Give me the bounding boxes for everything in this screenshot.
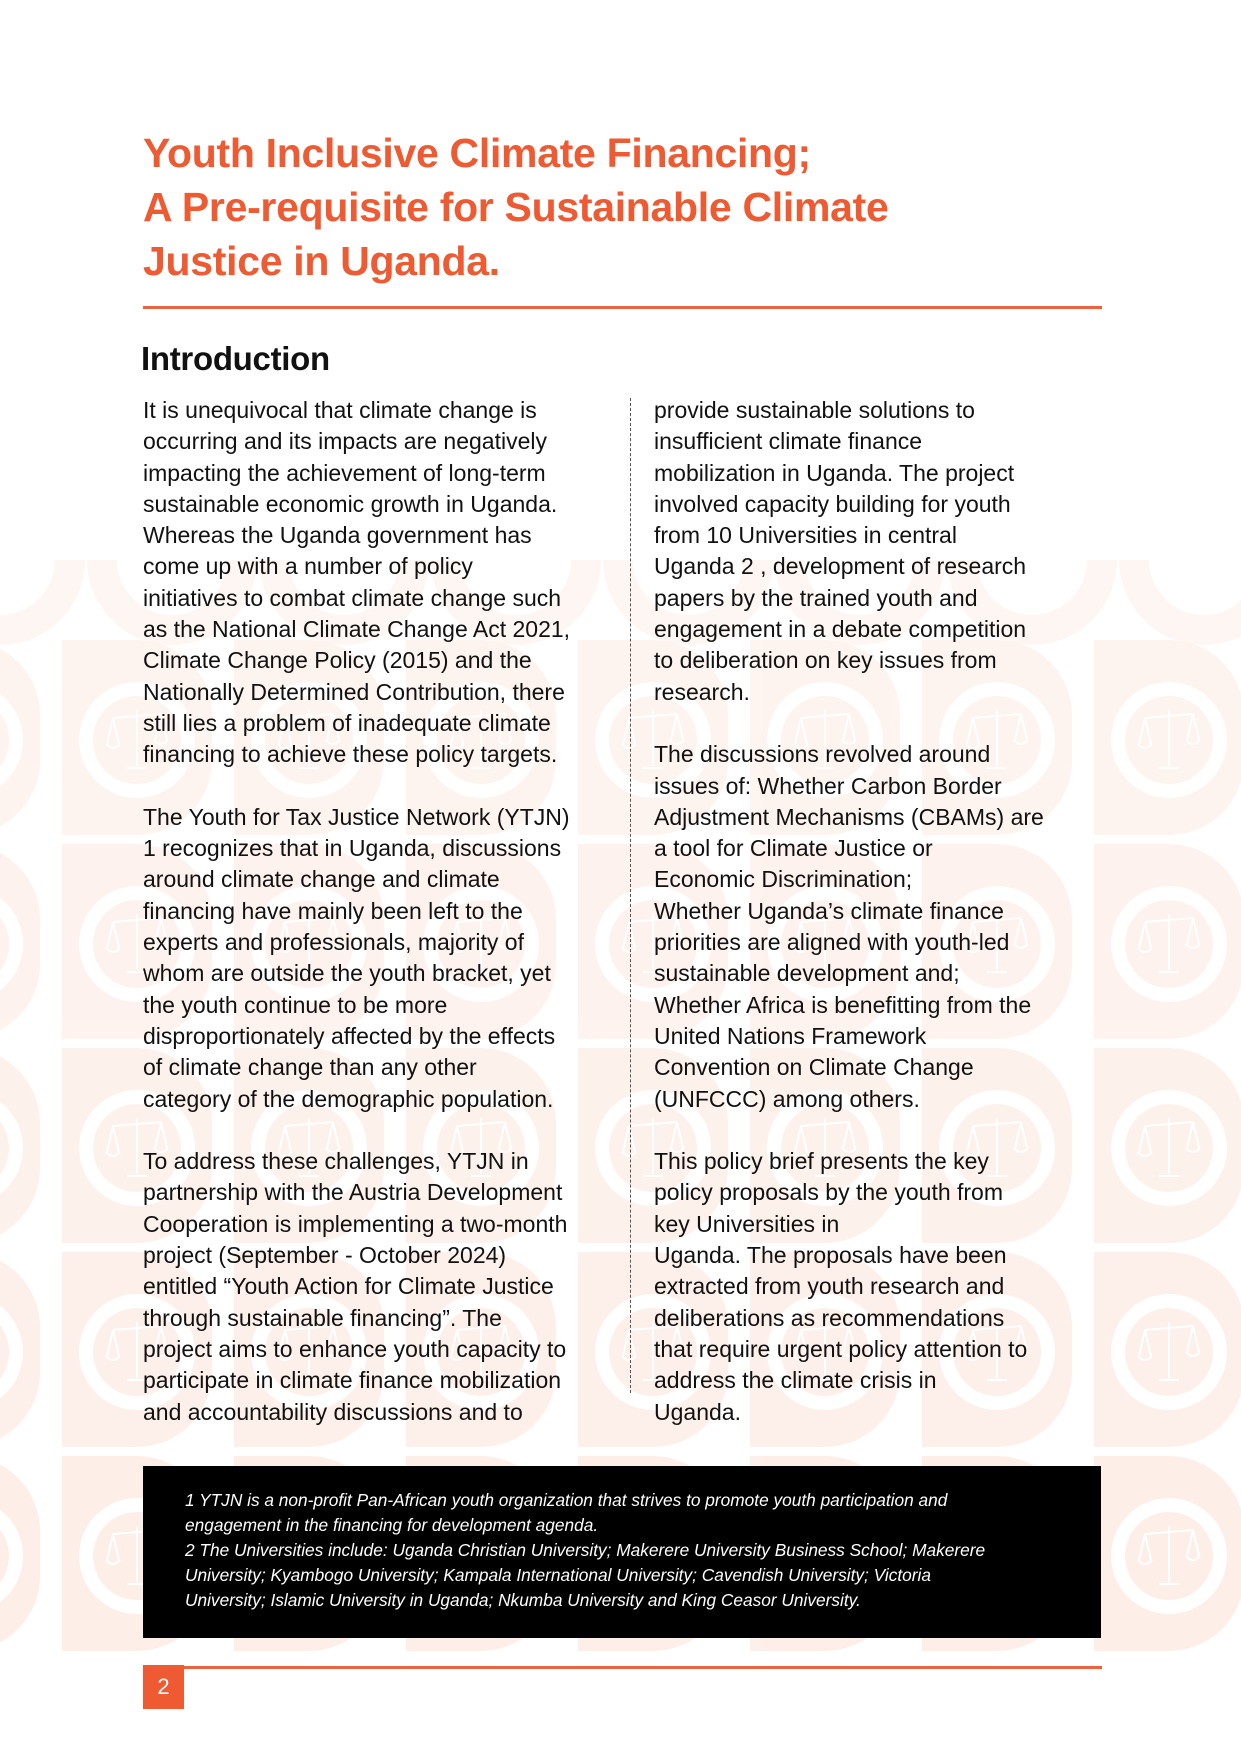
text-line: category of the demographic population. — [143, 1085, 554, 1112]
section-heading: Introduction — [141, 340, 330, 377]
text-line: sustainable development and; — [654, 960, 960, 987]
text-line: project aims to enhance youth capacity to — [143, 1335, 567, 1362]
text-line: engagement in a debate competition — [654, 616, 1027, 643]
text-line: policy proposals by the youth from — [654, 1179, 1004, 1206]
text-line: Nationally Determined Contribution, there — [143, 678, 565, 705]
paragraph — [654, 1146, 1094, 1428]
text-line: whom are outside the youth bracket, yet — [143, 960, 551, 987]
text-line: financing have mainly been left to the — [143, 897, 523, 924]
text-line: still lies a problem of inadequate climate — [143, 709, 551, 736]
text-line: priorities are aligned with youth-led — [654, 929, 1010, 956]
text-line: (UNFCCC) among others. — [654, 1085, 920, 1112]
paragraph — [654, 739, 1094, 1115]
text-line: issues of: Whether Carbon Border — [654, 772, 1002, 799]
text-line: partnership with the Austria Development — [143, 1179, 563, 1206]
text-line: This policy brief presents the key — [654, 1148, 989, 1175]
text-line: United Nations Framework — [654, 1022, 927, 1049]
watermark-tile — [1094, 844, 1241, 1039]
text-line: Cooperation is implementing a two-month — [143, 1210, 568, 1237]
text-line: Whereas the Uganda government has — [143, 522, 532, 549]
watermark-tile — [1094, 640, 1241, 835]
watermark-tile — [1094, 1252, 1241, 1447]
text-line: Uganda 2 , development of research — [654, 553, 1027, 580]
text-line: participate in climate finance mobilization — [143, 1367, 562, 1394]
text-line: initiatives to combat climate change such — [143, 584, 562, 611]
text-line: Whether Uganda’s climate finance — [654, 897, 1004, 924]
watermark-arc — [0, 560, 85, 645]
text-line: To address these challenges, YTJN in — [143, 1148, 529, 1175]
text-line: come up with a number of policy — [143, 553, 473, 580]
text-line: extracted from youth research and — [654, 1273, 1005, 1300]
footnote-line: University; Kyambogo University; Kampala International University; Cavendish University; Victoria — [185, 1565, 931, 1585]
text-line: Uganda. The proposals have been — [654, 1242, 1007, 1269]
text-line: to deliberation on key issues from — [654, 647, 997, 674]
text-line: It is unequivocal that climate change is — [143, 397, 537, 423]
text-line: provide sustainable solutions to — [654, 397, 975, 423]
text-line: occurring and its impacts are negatively — [143, 428, 547, 455]
paragraph — [143, 1146, 623, 1428]
watermark-tile — [0, 844, 40, 1039]
paragraph — [143, 395, 623, 771]
text-line: sustainable economic growth in Uganda. — [143, 490, 558, 517]
text-line: disproportionately affected by the effects — [143, 1022, 556, 1049]
text-line: around climate change and climate — [143, 866, 500, 893]
footnotes-box — [143, 1466, 1101, 1638]
footnote-line: engagement in the financing for development agenda. — [185, 1515, 599, 1535]
text-line: of climate change than any other — [143, 1054, 477, 1081]
text-line: the youth continue to be more — [143, 991, 448, 1018]
text-line: entitled “Youth Action for Climate Justice — [143, 1273, 554, 1300]
text-line: involved capacity building for youth — [654, 490, 1011, 517]
text-line: research. — [654, 678, 750, 705]
page-title — [143, 126, 1103, 288]
watermark-tile — [0, 640, 40, 835]
text-line: and accountability discussions and to — [143, 1398, 523, 1425]
right-column — [654, 395, 1094, 1459]
text-line: from 10 Universities in central — [654, 522, 957, 549]
text-line: impacting the achievement of long-term — [143, 459, 546, 486]
left-column — [143, 395, 623, 1459]
text-line: deliberations as recommendations — [654, 1304, 1005, 1331]
footnote-line: University; Islamic University in Uganda; Nkumba University and King Ceasor University. — [185, 1590, 861, 1610]
text-line: as the National Climate Change Act 2021, — [143, 616, 571, 643]
text-line: that require urgent policy attention to — [654, 1335, 1028, 1362]
text-line: Climate Change Policy (2015) and the — [143, 647, 532, 674]
watermark-tile — [0, 1048, 40, 1243]
footnote-line: 1 YTJN is a non-profit Pan-African youth organization that strives to promote youth participation and — [185, 1490, 948, 1510]
text-line: Economic Discrimination; — [654, 866, 913, 893]
text-line: 1 recognizes that in Uganda, discussions — [143, 835, 562, 862]
text-line: a tool for Climate Justice or — [654, 835, 933, 862]
text-line: address the climate crisis in — [654, 1367, 937, 1394]
text-line: The discussions revolved around — [654, 741, 991, 768]
text-line: insufficient climate finance — [654, 428, 923, 455]
footnote-line: 2 The Universities include: Uganda Christian University; Makerere University Business School; Makerere — [185, 1540, 986, 1560]
title-divider — [143, 306, 1102, 309]
text-line: experts and professionals, majority of — [143, 929, 524, 956]
text-line: financing to achieve these policy targets. — [143, 741, 558, 768]
text-line: key Universities in — [654, 1210, 840, 1237]
watermark-tile — [1094, 1456, 1241, 1651]
watermark-tile — [0, 1456, 40, 1651]
watermark-tile — [1094, 1048, 1241, 1243]
title-line: Youth Inclusive Climate Financing; — [143, 130, 811, 176]
title-line: A Pre-requisite for Sustainable Climate — [143, 184, 889, 230]
title-line: Justice in Uganda. — [143, 238, 500, 284]
text-line: The Youth for Tax Justice Network (YTJN) — [143, 803, 570, 830]
text-line: project (September - October 2024) — [143, 1242, 507, 1269]
watermark-arc — [1119, 560, 1241, 645]
text-line: through sustainable financing”. The — [143, 1304, 502, 1331]
text-line: Uganda. — [654, 1398, 741, 1425]
watermark-tile — [0, 1252, 40, 1447]
column-divider — [630, 398, 631, 1393]
paragraph — [654, 395, 1094, 708]
page-number: 2 — [143, 1665, 184, 1709]
text-line: Convention on Climate Change — [654, 1054, 974, 1081]
footer-divider — [183, 1666, 1102, 1669]
paragraph — [143, 802, 623, 1115]
text-line: papers by the trained youth and — [654, 584, 978, 611]
text-line: mobilization in Uganda. The project — [654, 459, 1015, 486]
text-line: Adjustment Mechanisms (CBAMs) are — [654, 803, 1044, 830]
text-line: Whether Africa is benefitting from the — [654, 991, 1032, 1018]
